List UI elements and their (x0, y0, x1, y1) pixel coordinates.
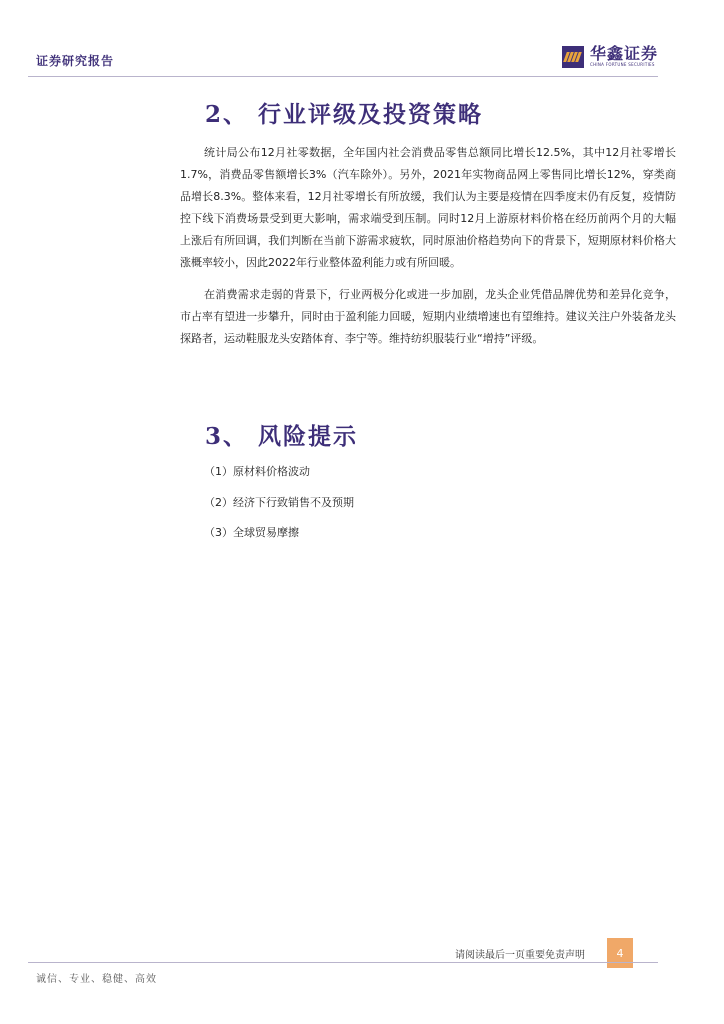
logo-chinese-name: 华鑫证券 (590, 44, 659, 63)
paragraph-retail-data: 统计局公布12月社零数据，全年国内社会消费品零售总额同比增长12.5%，其中12月社零增长1.7%，消费品零售额增长3%（汽车除外）。另外，2021年实物商品网上零售同比增长12%，穿类商品增长8.3%。整体来看，12月社零增长有所放缓，我们认为主要是疫情在四季度末仍有反复，疫情防控下线下消费场景受到更大影响，需求端受到压制。同时12月上游原材料价格在经历前两个月的大幅上涨后有所回调，我们判断在当前下游需求疲软，同时原油价格趋势向下的背景下，短期原材料价格大涨概率较小，因此2022年行业整体盈利能力或有所回暖。 (180, 146, 676, 269)
section-heading-rating-strategy: 2、 行业评级及投资策略 (205, 101, 484, 128)
report-type-label: 证券研究报告 (36, 54, 115, 68)
paragraph-recommendation: 在消费需求走弱的背景下，行业两极分化或进一步加剧，龙头企业凭借品牌优势和差异化竞争，市占率有望进一步攀升，同时由于盈利能力回暖，短期内业绩增速也有望维持。建议关注户外装备龙头探路者，运动鞋服龙头安踏体育、李宁等。维持纺织服装行业“增持”评级。 (180, 288, 676, 345)
page-number: 4 (607, 938, 633, 968)
company-logo (562, 46, 658, 68)
footer-divider (28, 962, 658, 963)
section-heading-risk: 3、 风险提示 (205, 423, 359, 450)
risk-item: （2）经济下行致销售不及预期 (204, 496, 354, 509)
risk-item: （3）全球贸易摩擦 (204, 526, 299, 539)
header-divider (28, 76, 658, 77)
logo-english-name: CHINA FORTUNE SECURITIES (590, 62, 655, 67)
risk-item: （1）原材料价格波动 (204, 465, 310, 478)
logo-mark-icon (562, 46, 584, 68)
footer-slogan: 诚信、专业、稳健、高效 (36, 974, 157, 985)
disclaimer-notice: 请阅读最后一页重要免责声明 (455, 950, 585, 961)
